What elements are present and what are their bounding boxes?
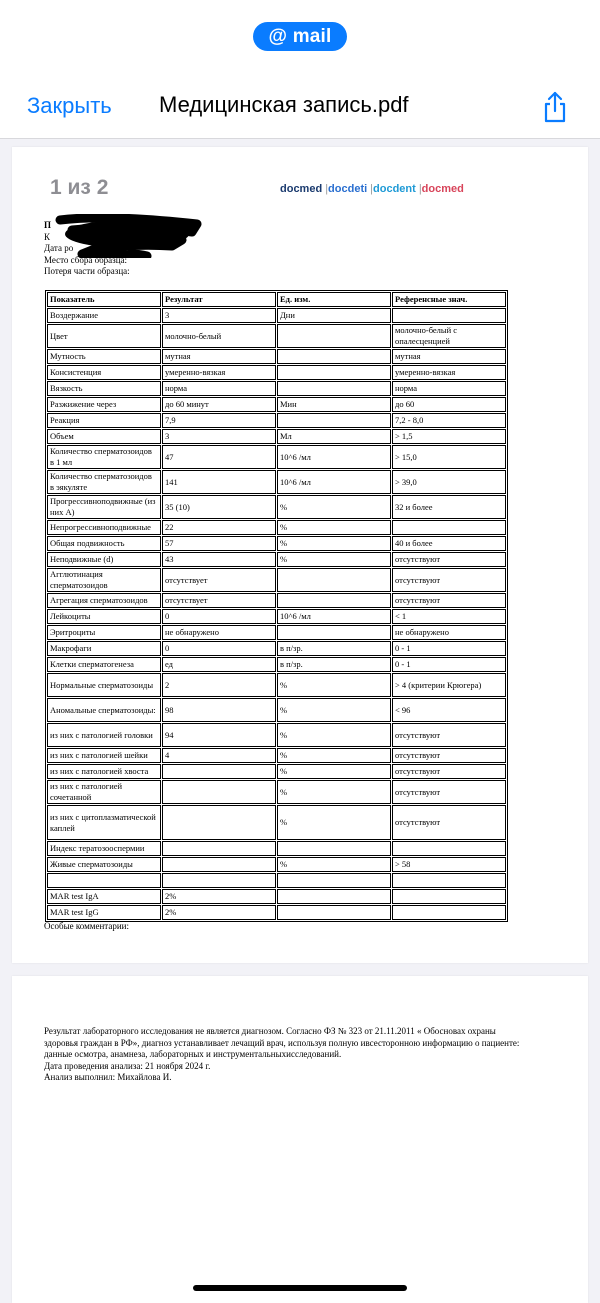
table-cell: отсутствуют: [392, 748, 506, 763]
table-cell: [277, 873, 391, 888]
table-cell: 7,2 - 8,0: [392, 413, 506, 428]
table-cell: %: [277, 673, 391, 697]
table-row: [47, 748, 506, 763]
results-table: [45, 290, 508, 922]
table-row: [47, 552, 506, 567]
table-row: [47, 764, 506, 779]
table-cell: 2%: [162, 905, 276, 920]
table-cell: 32 и более: [392, 495, 506, 519]
table-cell: > 15,0: [392, 445, 506, 469]
table-cell: [162, 857, 276, 872]
table-cell: 7,9: [162, 413, 276, 428]
meta-line: Дата ро: [44, 243, 74, 253]
table-cell: Непрогрессивноподвижные: [47, 520, 161, 535]
table-cell: Количество сперматозоидов в 1 мл: [47, 445, 161, 469]
table-cell: Клетки сперматогенеза: [47, 657, 161, 672]
meta-line: Потеря части образца:: [44, 266, 130, 276]
table-cell: 94: [162, 723, 276, 747]
table-cell: не обнаружено: [162, 625, 276, 640]
table-cell: 98: [162, 698, 276, 722]
disclaimer-text: Результат лабораторного исследования не является диагнозом. Согласно ФЗ № 323 от 21.11.2011 « Обосновах охраны здоровья граждан в РФ», диагноз устанавливает лечащий врач, используя полную ивсесторонною информацию о пациенте: данные осмотра, анамнеза, лабораторных и инструментальныхисследований.: [44, 1026, 520, 1059]
table-cell: [392, 889, 506, 904]
table-cell: из них с патологией головки: [47, 723, 161, 747]
table-row: [47, 445, 506, 469]
table-cell: Мутность: [47, 349, 161, 364]
pdf-page-2: [12, 976, 588, 1303]
table-cell: [277, 841, 391, 856]
table-cell: Неподвижные (d): [47, 552, 161, 567]
table-cell: [277, 905, 391, 920]
table-row: [47, 429, 506, 444]
logo-docdent: docdent: [373, 183, 416, 195]
table-cell: Количество сперматозоидов в эякуляте: [47, 470, 161, 494]
table-row: [47, 397, 506, 412]
page-counter: 1 из 2: [50, 176, 109, 199]
home-indicator[interactable]: [193, 1285, 407, 1291]
column-header: Показатель: [47, 292, 161, 307]
table-cell: %: [277, 552, 391, 567]
table-cell: 35 (10): [162, 495, 276, 519]
table-cell: 0 - 1: [392, 641, 506, 656]
close-button[interactable]: Закрыть: [27, 93, 112, 118]
table-cell: %: [277, 764, 391, 779]
table-cell: Лейкоциты: [47, 609, 161, 624]
table-row: [47, 568, 506, 592]
table-cell: > 1,5: [392, 429, 506, 444]
table-cell: отсутствуют: [392, 568, 506, 592]
table-cell: отсутствуют: [392, 593, 506, 608]
analysis-performed-by: Анализ выполнил: Михайлова И.: [44, 1072, 172, 1082]
table-cell: [277, 349, 391, 364]
table-cell: отсутствуют: [392, 764, 506, 779]
logo-docmed: docmed: [280, 183, 323, 195]
table-cell: [162, 764, 276, 779]
table-cell: из них с патологией сочетанной: [47, 780, 161, 804]
table-row: [47, 673, 506, 697]
table-row: [47, 593, 506, 608]
table-cell: [277, 625, 391, 640]
table-cell: < 96: [392, 698, 506, 722]
table-cell: > 4 (критерии Крюгера): [392, 673, 506, 697]
table-cell: [392, 873, 506, 888]
table-cell: 57: [162, 536, 276, 551]
table-cell: [392, 841, 506, 856]
table-cell: 0: [162, 609, 276, 624]
table-cell: умеренно-вязкая: [162, 365, 276, 380]
table-cell: [277, 889, 391, 904]
table-cell: до 60 минут: [162, 397, 276, 412]
table-row: [47, 841, 506, 856]
table-cell: 3: [162, 429, 276, 444]
table-cell: из них с цитоплазматической каплей: [47, 805, 161, 840]
table-cell: %: [277, 805, 391, 840]
table-row: [47, 657, 506, 672]
meta-line: Место сбора образца:: [44, 254, 128, 265]
table-cell: [162, 780, 276, 804]
table-row: [47, 324, 506, 348]
table-cell: Вязкость: [47, 381, 161, 396]
share-button[interactable]: [540, 90, 570, 124]
table-cell: Нормальные сперматозоиды: [47, 673, 161, 697]
logo-docdeti: docdeti: [328, 183, 368, 195]
table-cell: [162, 873, 276, 888]
table-row: [47, 889, 506, 904]
table-row: [47, 495, 506, 519]
table-cell: Общая подвижность: [47, 536, 161, 551]
table-row: [47, 625, 506, 640]
table-cell: отсутствуют: [392, 723, 506, 747]
table-cell: > 39,0: [392, 470, 506, 494]
table-cell: 0: [162, 641, 276, 656]
table-cell: отсутствуют: [392, 552, 506, 567]
table-row: [47, 857, 506, 872]
table-cell: мутная: [392, 349, 506, 364]
table-row: [47, 365, 506, 380]
table-row: [47, 641, 506, 656]
table-cell: отсутствуют: [392, 805, 506, 840]
disclaimer-block: [44, 1026, 524, 1084]
table-cell: 10^6 /мл: [277, 470, 391, 494]
table-cell: MAR test IgG: [47, 905, 161, 920]
table-cell: Разжижение через: [47, 397, 161, 412]
table-cell: %: [277, 536, 391, 551]
table-cell: не обнаружено: [392, 625, 506, 640]
mail-app-badge[interactable]: @ mail: [253, 22, 347, 51]
table-cell: Живые сперматозоиды: [47, 857, 161, 872]
table-cell: умеренно-вязкая: [392, 365, 506, 380]
table-cell: < 1: [392, 609, 506, 624]
meta-line: К: [44, 231, 51, 242]
table-row: [47, 520, 506, 535]
table-cell: 47: [162, 445, 276, 469]
table-cell: Индекс тератозооспермии: [47, 841, 161, 856]
table-cell: [392, 520, 506, 535]
table-cell: Мл: [277, 429, 391, 444]
results-table-body: [47, 308, 506, 920]
table-cell: 22: [162, 520, 276, 535]
table-row: [47, 470, 506, 494]
table-cell: %: [277, 698, 391, 722]
pdf-page-1: [12, 147, 588, 963]
table-cell: Агглютинация сперматозоидов: [47, 568, 161, 592]
table-cell: [277, 324, 391, 348]
table-cell: Агрегация сперматозоидов: [47, 593, 161, 608]
table-cell: отсутствует: [162, 568, 276, 592]
table-cell: Реакция: [47, 413, 161, 428]
table-cell: мутная: [162, 349, 276, 364]
table-cell: Макрофаги: [47, 641, 161, 656]
share-icon: [540, 90, 570, 124]
navigation-bar: [0, 0, 600, 139]
table-cell: %: [277, 780, 391, 804]
table-cell: [277, 593, 391, 608]
table-cell: Аномальные сперматозоиды:: [47, 698, 161, 722]
table-cell: ед: [162, 657, 276, 672]
table-row: [47, 698, 506, 722]
table-cell: молочно-белый с опалесценцией: [392, 324, 506, 348]
table-row: [47, 780, 506, 804]
special-comments-label: Особые комментарии:: [44, 921, 129, 931]
table-cell: до 60: [392, 397, 506, 412]
table-cell: [277, 413, 391, 428]
table-cell: [277, 365, 391, 380]
table-cell: норма: [162, 381, 276, 396]
table-row: [47, 413, 506, 428]
table-cell: в п/зр.: [277, 657, 391, 672]
table-row: [47, 805, 506, 840]
table-cell: 0 - 1: [392, 657, 506, 672]
meta-line: П: [44, 220, 52, 230]
table-cell: молочно-белый: [162, 324, 276, 348]
table-cell: из них с патологией хвоста: [47, 764, 161, 779]
table-cell: %: [277, 723, 391, 747]
table-cell: %: [277, 520, 391, 535]
table-row: [47, 723, 506, 747]
table-cell: [47, 873, 161, 888]
table-cell: Мин: [277, 397, 391, 412]
table-row: [47, 381, 506, 396]
table-cell: [162, 805, 276, 840]
table-cell: 2%: [162, 889, 276, 904]
table-cell: норма: [392, 381, 506, 396]
table-cell: 10^6 /мл: [277, 445, 391, 469]
table-cell: Объем: [47, 429, 161, 444]
column-header: Результат: [162, 292, 276, 307]
table-cell: 4: [162, 748, 276, 763]
table-row: [47, 873, 506, 888]
table-cell: 40 и более: [392, 536, 506, 551]
column-header: Референсные знач.: [392, 292, 506, 307]
table-cell: 43: [162, 552, 276, 567]
clinic-logos: docmed |docdeti |docdent |docmed: [280, 183, 464, 195]
table-cell: 3: [162, 308, 276, 323]
table-cell: %: [277, 495, 391, 519]
table-cell: Воздержание: [47, 308, 161, 323]
logo-docmed-2: docmed: [421, 183, 464, 195]
table-cell: 2: [162, 673, 276, 697]
table-cell: %: [277, 748, 391, 763]
table-cell: 141: [162, 470, 276, 494]
table-cell: 10^6 /мл: [277, 609, 391, 624]
table-cell: [392, 308, 506, 323]
table-row: [47, 905, 506, 920]
table-header-row: [47, 292, 506, 307]
table-row: [47, 609, 506, 624]
table-cell: Прогрессивноподвижные (из них А): [47, 495, 161, 519]
table-cell: отсутствуют: [392, 780, 506, 804]
analysis-date: Дата проведения анализа: 21 ноября 2024 г.: [44, 1060, 211, 1071]
table-row: [47, 536, 506, 551]
table-cell: из них с патологией шейки: [47, 748, 161, 763]
table-cell: [277, 568, 391, 592]
table-cell: [392, 905, 506, 920]
table-cell: MAR test IgA: [47, 889, 161, 904]
table-cell: Дни: [277, 308, 391, 323]
table-cell: [162, 841, 276, 856]
table-cell: > 58: [392, 857, 506, 872]
table-cell: [277, 381, 391, 396]
table-row: [47, 308, 506, 323]
table-cell: Эритроциты: [47, 625, 161, 640]
table-cell: Цвет: [47, 324, 161, 348]
document-title: Медицинская запись.pdf: [159, 92, 409, 117]
table-cell: отсутствует: [162, 593, 276, 608]
table-cell: %: [277, 857, 391, 872]
table-cell: в п/зр.: [277, 641, 391, 656]
column-header: Ед. изм.: [277, 292, 391, 307]
redaction-scribble: [52, 214, 202, 258]
table-cell: Консистенция: [47, 365, 161, 380]
table-row: [47, 349, 506, 364]
